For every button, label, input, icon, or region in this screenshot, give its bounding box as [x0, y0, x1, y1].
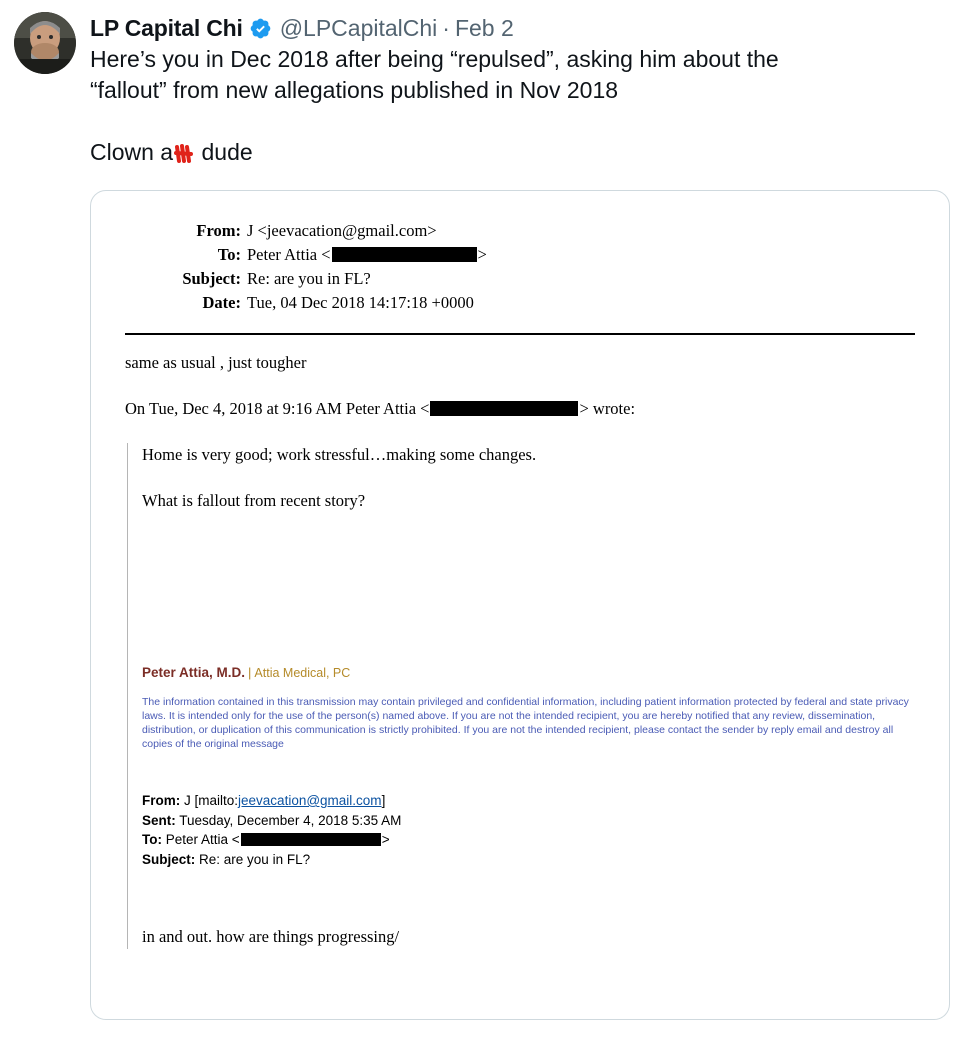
email-header-row-subject	[161, 267, 915, 291]
forwarded-from-suffix: ]	[381, 793, 386, 808]
email-from-label: From:	[196, 221, 241, 240]
tweet-header-text	[90, 12, 966, 168]
email-header-row-date	[161, 291, 915, 315]
email-header-block	[161, 219, 915, 315]
author-display-name[interactable]: LP Capital Chi	[90, 15, 243, 41]
forwarded-sent-label: Sent:	[142, 812, 176, 828]
quoted-line-2: What is fallout from recent story?	[142, 491, 366, 510]
tweet-text-line-2: “fallout” from new allegations published in Nov 2018	[90, 77, 619, 103]
email-quote-attribution	[125, 397, 915, 421]
email-date-label: Date:	[202, 293, 241, 312]
confidentiality-disclaimer: The information contained in this transmission may contain privileged and confidential information, including patient information protected by federal and state privacy laws. It is intended only for the use of the person(s) named above. If you are not the intended recipient, you are hereby notified that any review, dissemination, distribution, or duplication of this communication is strictly prohibited. If you are not the intended recipient, please contact the sender by reply email and destroy all copies of the original message	[142, 696, 909, 750]
author-row	[90, 14, 966, 42]
forwarded-header-block	[142, 791, 915, 869]
avatar[interactable]	[14, 12, 76, 74]
forwarded-subject-value: Re: are you in FL?	[199, 851, 311, 867]
forwarded-row-subject	[142, 850, 915, 870]
separator-dot: ·	[442, 15, 450, 41]
quoted-line-1: Home is very good; work stressful…making some changes.	[142, 445, 537, 464]
forwarded-row-to	[142, 830, 915, 850]
email-content	[91, 191, 949, 949]
tweet-date[interactable]: Feb 2	[454, 15, 514, 41]
email-subject-label: Subject:	[182, 269, 241, 288]
tweet-header	[14, 12, 966, 168]
tweet-text	[90, 44, 890, 168]
paragraph-gap	[90, 106, 890, 137]
email-to-value-end: >	[477, 245, 487, 264]
email-header-row-to	[161, 243, 915, 267]
author-handle[interactable]: @LPCapitalChi	[279, 15, 438, 41]
verified-badge-icon	[249, 17, 272, 40]
signature-name: Peter Attia, M.D.	[142, 665, 246, 680]
email-to-label: To:	[217, 245, 241, 264]
email-from-value: J <jeevacation@gmail.com>	[247, 221, 437, 240]
email-header-row-from	[161, 219, 915, 243]
signature-spacer	[142, 535, 915, 665]
tweet-text-line-1: Here’s you in Dec 2018 after being “repulsed”, asking him about the	[90, 46, 779, 72]
tweet-text-line-3	[90, 137, 890, 168]
forwarded-from-prefix: J [mailto:	[184, 793, 239, 808]
email-signature	[142, 665, 915, 751]
quoted-message	[127, 443, 915, 949]
forwarded-from-email-link[interactable]: jeevacation@gmail.com	[238, 793, 382, 808]
tweet-text-line-3-prefix: Clown a	[90, 139, 174, 165]
avatar-image	[14, 12, 76, 74]
signature-pipe: |	[248, 665, 252, 680]
email-to-value-text: Peter Attia <	[247, 245, 331, 264]
redaction-bar	[430, 401, 578, 416]
signature-organization: Attia Medical, PC	[254, 666, 351, 680]
forwarded-body-text: in and out. how are things progressing/	[142, 927, 400, 946]
email-body	[125, 335, 915, 949]
forwarded-row-sent	[142, 811, 915, 831]
quote-attribution-prefix: On Tue, Dec 4, 2018 at 9:16 AM Peter Attia <	[125, 399, 430, 418]
forwarded-to-prefix: Peter Attia <	[165, 832, 240, 847]
embedded-email-image[interactable]	[90, 190, 950, 1020]
scribble-redaction-icon	[173, 143, 195, 163]
email-date-value: Tue, 04 Dec 2018 14:17:18 +0000	[247, 293, 474, 312]
forwarded-subject-label: Subject:	[142, 851, 196, 867]
redaction-bar	[332, 247, 477, 262]
email-subject-value: Re: are you in FL?	[247, 269, 371, 288]
tweet-text-line-3-suffix: dude	[195, 139, 253, 165]
forwarded-from-label: From:	[142, 793, 181, 808]
forwarded-to-suffix: >	[381, 832, 390, 847]
forwarded-sent-value: Tuesday, December 4, 2018 5:35 AM	[179, 812, 402, 828]
quote-attribution-suffix: > wrote:	[579, 399, 636, 418]
redaction-bar	[241, 833, 381, 846]
email-to-value	[247, 243, 915, 267]
forwarded-row-from	[142, 791, 915, 811]
forwarded-to-label: To:	[142, 832, 162, 847]
email-reply-text: same as usual , just tougher	[125, 353, 307, 372]
